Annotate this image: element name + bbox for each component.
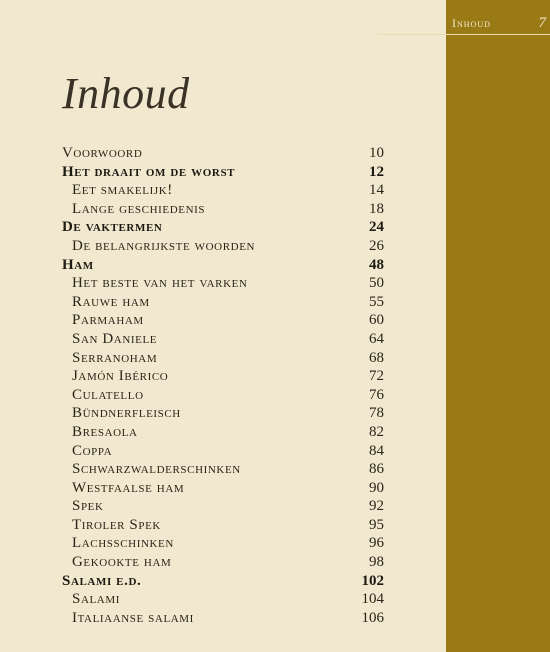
- toc-entry-label: Gekookte ham: [72, 554, 172, 571]
- toc-entry-page: 24: [369, 219, 384, 236]
- toc-entry-label: Serranoham: [72, 349, 158, 366]
- toc-entry: [62, 181, 384, 200]
- toc-entry-label: Parmaham: [72, 312, 144, 329]
- toc-entry-label: Culatello: [72, 386, 144, 403]
- page-title: Inhoud: [62, 69, 190, 118]
- toc-entry-label: Italiaanse salami: [72, 609, 194, 626]
- toc-entry-page: 64: [369, 330, 384, 347]
- toc-entry-page: 82: [369, 423, 384, 440]
- toc-entry-label: Ham: [62, 256, 94, 273]
- toc-entry-page: 18: [369, 200, 384, 217]
- toc-entry-label: Westfaalse ham: [72, 479, 185, 496]
- toc-entry: [62, 460, 384, 479]
- toc-entry-label: Voorwoord: [62, 145, 143, 161]
- toc-entry: [62, 553, 384, 572]
- toc-entry-label: De belangrijkste woorden: [72, 237, 256, 254]
- toc-entry-label: Spek: [72, 498, 104, 515]
- toc-entry-label: Het beste van het varken: [72, 275, 248, 292]
- running-head: [452, 15, 546, 32]
- toc-entry: [62, 311, 384, 330]
- ochre-side-band: [446, 0, 550, 652]
- toc-entry: [62, 330, 384, 349]
- toc-entry-label: Eet smakelijk!: [72, 182, 173, 199]
- toc-entry-page: 96: [369, 535, 384, 552]
- page-number: 7: [538, 15, 546, 31]
- toc-entry: [62, 497, 384, 516]
- toc-entry: [62, 144, 384, 163]
- table-of-contents: [62, 144, 384, 627]
- toc-entry: [62, 404, 384, 423]
- toc-entry: [62, 293, 384, 312]
- toc-entry-page: 98: [369, 554, 384, 571]
- toc-entry: [62, 590, 384, 609]
- running-head-rule: [378, 34, 550, 35]
- toc-entry: [62, 367, 384, 386]
- toc-entry-page: 26: [369, 237, 384, 254]
- toc-entry-page: 104: [361, 591, 384, 608]
- toc-entry: [62, 256, 384, 275]
- toc-entry-page: 48: [369, 256, 384, 273]
- toc-entry-label: San Daniele: [72, 330, 158, 347]
- toc-entry-page: 12: [369, 163, 384, 180]
- toc-entry: [62, 479, 384, 498]
- toc-entry: [62, 200, 384, 219]
- toc-entry-label: Salami: [72, 591, 120, 608]
- toc-entry: [62, 386, 384, 405]
- toc-entry-page: 60: [369, 312, 384, 329]
- toc-entry-page: 95: [369, 516, 384, 533]
- toc-entry-page: 72: [369, 368, 384, 385]
- toc-entry-page: 68: [369, 349, 384, 366]
- toc-entry-page: 102: [361, 572, 384, 589]
- toc-entry-page: 50: [369, 275, 384, 292]
- toc-entry-page: 92: [369, 498, 384, 515]
- toc-entry: [62, 572, 384, 591]
- toc-entry-label: Salami e.d.: [62, 572, 142, 589]
- toc-entry-label: Bündnerfleisch: [72, 405, 181, 422]
- toc-entry-page: 86: [369, 461, 384, 478]
- toc-entry: [62, 237, 384, 256]
- toc-entry-page: 14: [369, 182, 384, 199]
- toc-entry: [62, 423, 384, 442]
- toc-entry-label: Coppa: [72, 442, 113, 459]
- toc-entry-label: Rauwe ham: [72, 293, 150, 310]
- toc-entry: [62, 163, 384, 182]
- toc-entry-page: 78: [369, 405, 384, 422]
- toc-entry: [62, 442, 384, 461]
- toc-entry-label: Lange geschiedenis: [72, 200, 206, 217]
- toc-entry-page: 55: [369, 293, 384, 310]
- toc-entry-label: Tiroler Spek: [72, 516, 161, 533]
- toc-entry-page: 90: [369, 479, 384, 496]
- toc-entry-label: Het draait om de worst: [62, 163, 236, 180]
- toc-entry: [62, 218, 384, 237]
- running-head-label: Inhoud: [452, 16, 491, 30]
- toc-entry-label: Bresaola: [72, 423, 138, 440]
- toc-entry: [62, 274, 384, 293]
- toc-entry: [62, 534, 384, 553]
- toc-entry-label: Schwarzwalderschinken: [72, 461, 241, 478]
- toc-entry-page: 76: [369, 386, 384, 403]
- toc-entry: [62, 609, 384, 628]
- toc-entry-page: 10: [369, 145, 384, 161]
- toc-entry: [62, 516, 384, 535]
- toc-entry: [62, 349, 384, 368]
- toc-entry-page: 84: [369, 442, 384, 459]
- toc-entry-label: De vaktermen: [62, 219, 163, 236]
- toc-entry-page: 106: [361, 609, 384, 626]
- toc-entry-label: Lachsschinken: [72, 535, 174, 552]
- toc-entry-label: Jamón Ibérico: [72, 368, 169, 385]
